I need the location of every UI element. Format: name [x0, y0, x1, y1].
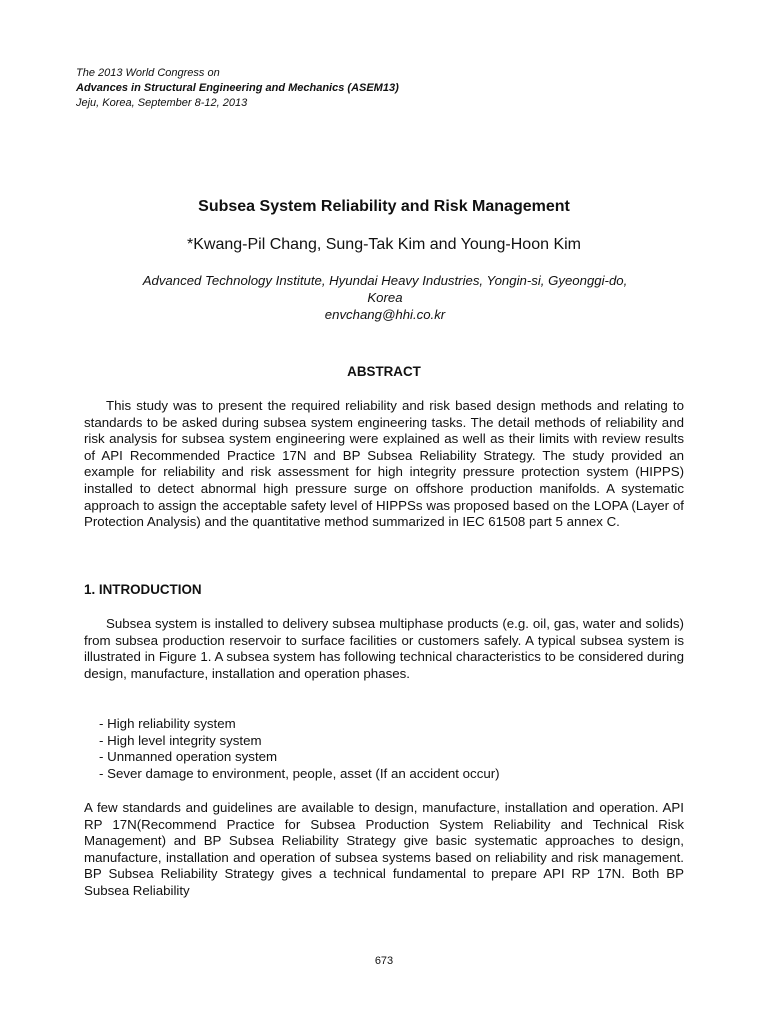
- characteristics-list: [99, 716, 500, 782]
- abstract-heading: ABSTRACT: [347, 364, 421, 379]
- affiliation-line-2: Korea: [367, 290, 403, 305]
- introduction-paragraph-1: Subsea system is installed to delivery subsea multiphase products (e.g. oil, gas, water and solids) from subsea production reservoir to surface facilities or customers safely. A typical subsea system is illustrated in Figure 1. A subsea system has following technical characteristics to be considered during design, manufacture, installation and operation phases.: [84, 616, 684, 681]
- conference-line-1: The 2013 World Congress on: [76, 67, 220, 79]
- paper-authors: *Kwang-Pil Chang, Sung-Tak Kim and Young-Hoon Kim: [186, 236, 581, 253]
- introduction-paragraph-2: A few standards and guidelines are available to design, manufacture, installation and operation. API RP 17N(Recommend Practice for Subsea Production System Reliability and Technical Risk Management) and BP Subsea Reliability Strategy give basic systematic approaches to design, manufacture, installation and operation of subsea systems based on reliability and risk management. BP Subsea Reliability Strategy gives a technical fundamental to prepare API RP 17N. Both BP Subsea Reliability: [84, 800, 684, 898]
- affiliation-line-1: Advanced Technology Institute, Hyundai Heavy Industries, Yongin-si, Gyeonggi-do,: [142, 273, 628, 288]
- abstract-body: This study was to present the required reliability and risk based design methods and relating to standards to be asked during subsea system engineering tasks. The detail methods of reliability and risk analysis for subsea system engineering were explained as well as their limits with review results of API Recommended Practice 17N and BP Subsea Reliability Strategy. The study provided an example for reliability and risk assessment for high integrity pressure protection system (HIPPS) installed to detect abnormal high pressure surge on offshore production manifolds. A systematic approach to assign the acceptable safety level of HIPPSs was proposed based on the LOPA (Layer of Protection Analysis) and the quantitative method summarized in IEC 61508 part 5 annex C.: [84, 398, 684, 530]
- introduction-heading: 1. INTRODUCTION: [84, 582, 202, 597]
- conference-line-3: Jeju, Korea, September 8-12, 2013: [76, 97, 248, 109]
- conference-line-2: Advances in Structural Engineering and Mechanics (ASEM13): [76, 82, 399, 94]
- paper-title: Subsea System Reliability and Risk Management: [198, 198, 570, 215]
- conference-header: [76, 66, 399, 111]
- author-email: envchang@hhi.co.kr: [324, 307, 446, 322]
- list-item: - High level integrity system: [99, 732, 262, 748]
- list-item: - High reliability system: [99, 716, 236, 731]
- list-item: - Unmanned operation system: [99, 749, 278, 765]
- page-number: 673: [374, 955, 394, 967]
- affiliation-block: [90, 272, 680, 323]
- list-item: - Sever damage to environment, people, asset (If an accident occur): [99, 765, 500, 781]
